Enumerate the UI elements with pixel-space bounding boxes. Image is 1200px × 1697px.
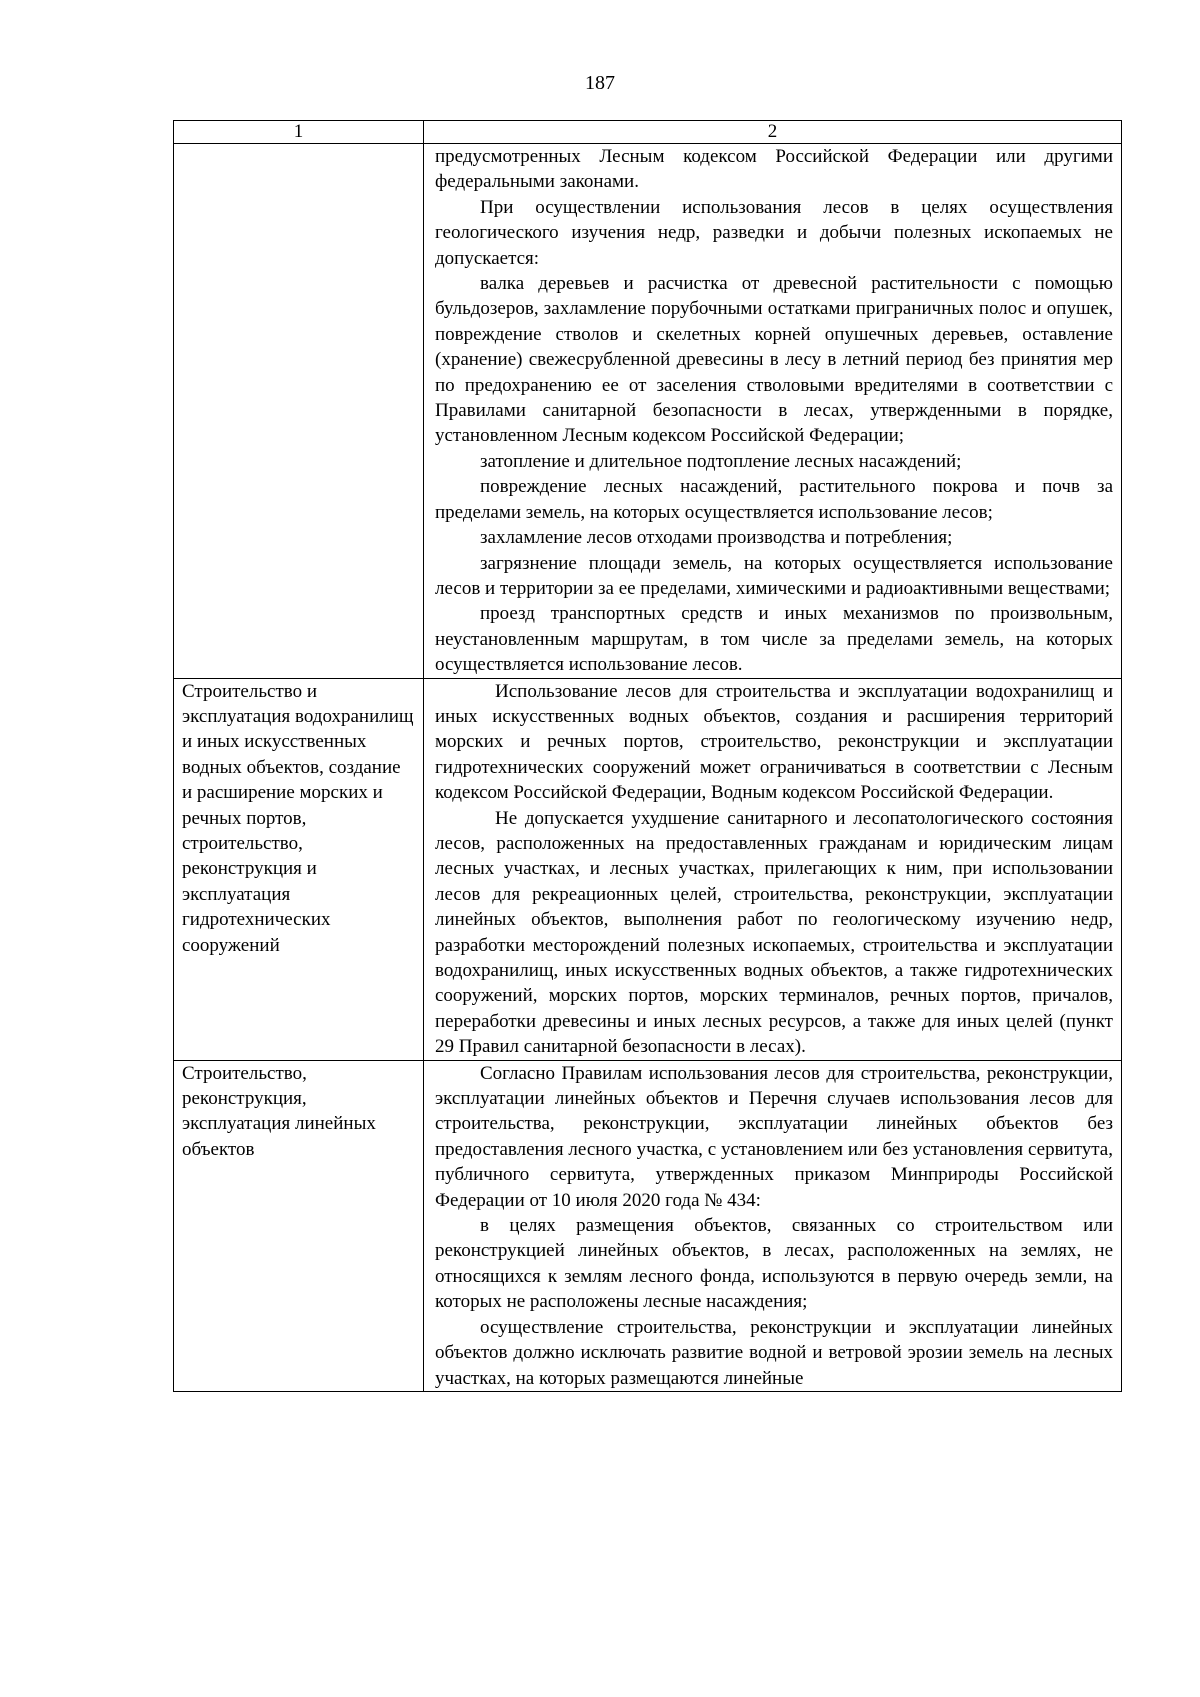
activity-type-text: Строительство и эксплуатация водохранилищ и иных искусственных водных объектов, создание и расширение морских и речных портов, строительство, реконструкция и эксплуатация гидротехнических сооружений — [182, 680, 414, 956]
table-header-row — [174, 121, 1122, 144]
regulation-table — [173, 120, 1122, 1392]
requirement-paragraph: в целях размещения объектов, связанных со строительством или реконструкцией линейных объектов, в лесах, расположенных на землях, не относящихся к землям лесного фонда, используются в первую очередь земли, на которых не расположены лесные насаждения; — [435, 1215, 1113, 1313]
requirement-paragraph: предусмотренных Лесным кодексом Российской Федерации или другими федеральными законами. — [435, 146, 1113, 193]
table-row — [174, 678, 1122, 1060]
activity-type-cell — [174, 678, 424, 1060]
column-header-1: 1 — [174, 121, 424, 144]
activity-type-cell — [174, 144, 424, 679]
requirement-paragraph: загрязнение площади земель, на которых осуществляется использование лесов и территории за ее пределами, химическими и радиоактивными веществами; — [435, 552, 1113, 599]
activity-type-cell — [174, 1060, 424, 1391]
requirement-paragraph: При осуществлении использования лесов в целях осуществления геологического изучения недр, разведки и добычи полезных ископаемых не допускается: — [435, 196, 1113, 269]
requirement-paragraph: затопление и длительное подтопление лесных насаждений; — [480, 450, 962, 472]
table-row — [174, 1060, 1122, 1391]
requirements-cell — [424, 144, 1122, 679]
requirement-paragraph: проезд транспортных средств и иных механизмов по произвольным, неустановленным маршрутам, в том числе за пределами земель, на которых осуществляется использование лесов. — [435, 603, 1113, 676]
requirement-paragraph: Не допускается ухудшение санитарного и лесопатологического состояния лесов, расположенных на предоставленных гражданам и юридическим лицам лесных участках, и лесных участках, прилегающих к ним, при использовании лесов для рекреационных целей, строительства, реконструкции, эксплуатации линейных объектов, выполнения работ по геологическому изучению недр, разработки месторождений полезных ископаемых, строительства и эксплуатации водохранилищ, иных искусственных водных объектов, а также гидротехнических сооружений, морских портов, морских терминалов, речных портов, причалов, переработки древесины и иных лесных ресурсов, а также для иных целей (пункт 29 Правил санитарной безопасности в лесах). — [435, 807, 1113, 1058]
requirement-paragraph: валка деревьев и расчистка от древесной растительности с помощью бульдозеров, захламление порубочными остатками приграничных полос и опушек, повреждение стволов и скелетных корней опушечных деревьев, оставление (хранение) свежесрубленной древесины в лесу в летний период без принятия мер по предохранению ее от заселения стволовыми вредителями в соответствии с Правилами санитарной безопасности в лесах, утвержденными в порядке, установленном Лесным кодексом Российской Федерации; — [435, 273, 1113, 447]
table-row — [174, 144, 1122, 679]
requirements-cell — [424, 1060, 1122, 1391]
column-header-2: 2 — [424, 121, 1122, 144]
requirements-cell — [424, 678, 1122, 1060]
requirement-paragraph: Использование лесов для строительства и эксплуатации водохранилищ и иных искусственных водных объектов, создания и расширения территорий морских и речных портов, строительство, реконструкции и эксплуатации гидротехнических сооружений может ограничиваться в соответствии с Лесным кодексом Российской Федерации, Водным кодексом Российской Федерации. — [435, 680, 1113, 804]
requirement-paragraph: повреждение лесных насаждений, растительного покрова и почв за пределами земель, на которых осуществляется использование лесов; — [435, 476, 1113, 523]
requirement-paragraph: осуществление строительства, реконструкции и эксплуатации линейных объектов должно исключать развитие водной и ветровой эрозии земель на лесных участках, на которых размещаются линейные — [435, 1316, 1113, 1389]
requirement-paragraph: Согласно Правилам использования лесов для строительства, реконструкции, эксплуатации линейных объектов и Перечня случаев использования лесов для строительства, реконструкции, эксплуатации линейных объектов без предоставления лесного участка, с установлением или без установления сервитута, публичного сервитута, утвержденных приказом Минприроды Российской Федерации от 10 июля 2020 года № 434: — [435, 1062, 1113, 1211]
page-number: 187 — [585, 72, 615, 94]
activity-type-text: Строительство, реконструкция, эксплуатация линейных объектов — [182, 1062, 376, 1160]
requirement-paragraph: захламление лесов отходами производства и потребления; — [480, 527, 953, 549]
table-body — [174, 144, 1122, 1392]
